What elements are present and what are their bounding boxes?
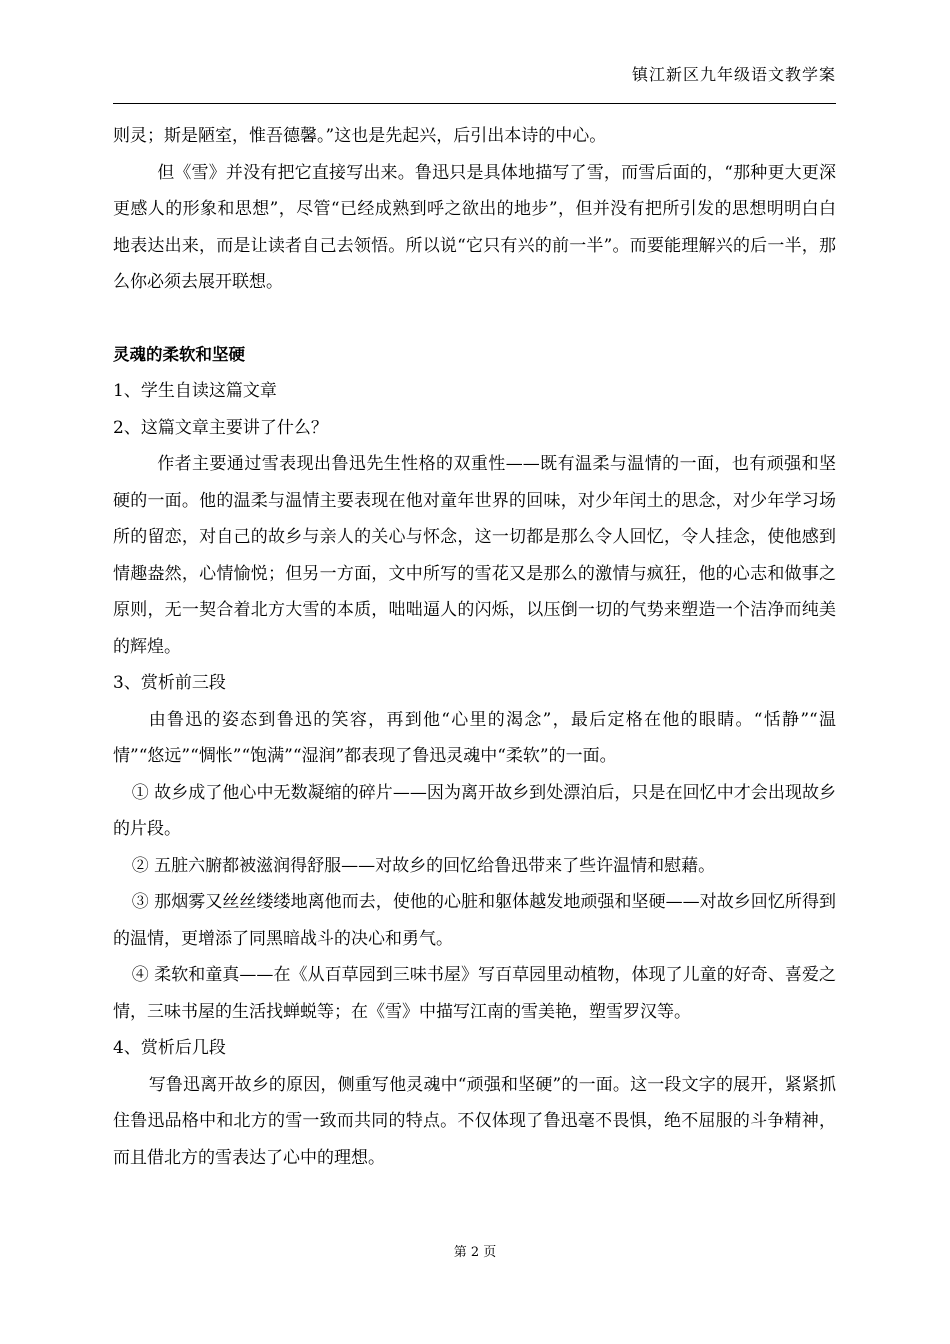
step-4-heading: 4、赏析后几段	[113, 1038, 226, 1058]
step-1-heading: 1、学生自读这篇文章	[113, 381, 277, 401]
analysis-point-3: ③ 那烟雾又丝丝缕缕地离他而去，使他的心脏和躯体越发地顽强和坚硬——对故乡回忆所得到的温情，更增添了同黑暗战斗的决心和勇气。	[113, 892, 836, 949]
analysis-point-1: ① 故乡成了他心中无数凝缩的碎片——因为离开故乡到处漂泊后，只是在回忆中才会出现故乡的片段。	[113, 782, 836, 839]
step-3-answer: 由鲁迅的姿态到鲁迅的笑容，再到他“心里的渴念”，最后定格在他的眼睛。“恬静”“温情”“悠远”“惆怅”“饱满”“湿润”都表现了鲁迅灵魂中“柔软”的一面。	[113, 709, 836, 766]
step-4-answer: 写鲁迅离开故乡的原因，侧重写他灵魂中“顽强和坚硬”的一面。这一段文字的展开，紧紧抓住鲁迅品格中和北方的雪一致而共同的特点。不仅体现了鲁迅毫不畏惧，绝不屈服的斗争精神，而且借北方的雪表达了心中的理想。	[113, 1074, 836, 1168]
step-3-heading: 3、赏析前三段	[113, 673, 226, 693]
section-spacer	[113, 301, 836, 337]
document-header-title: 镇江新区九年级语文教学案	[631, 65, 836, 84]
paragraph-continued: 则灵；斯是陋室，惟吾德馨。”这也是先起兴，后引出本诗的中心。	[113, 126, 607, 146]
section-heading: 灵魂的柔软和坚硬	[113, 344, 245, 364]
header-divider	[113, 103, 836, 104]
step-2-heading: 2、这篇文章主要讲了什么？	[113, 417, 328, 438]
document-body	[113, 118, 836, 1176]
step-2-answer: 作者主要通过雪表现出鲁迅先生性格的双重性——既有温柔与温情的一面，也有顽强和坚硬的一面。他的温柔与温情主要表现在他对童年世界的回味，对少年闰土的思念，对少年学习场所的留恋，对自己的故乡与亲人的关心与怀念，这一切都是那么令人回忆，令人挂念，使他感到情趣盎然，心情愉悦；但另一方面，文中所写的雪花又是那么的激情与疯狂，他的心志和做事之原则，无一契合着北方大雪的本质，咄咄逼人的闪烁，以压倒一切的气势来塑造一个洁净而纯美的辉煌。	[113, 454, 836, 657]
paragraph-snow: 但《雪》并没有把它直接写出来。鲁迅只是具体地描写了雪，而雪后面的，“那种更大更深更感人的形象和思想”，尽管“已经成熟到呼之欲出的地步”，但并没有把所引发的思想明明白白地表达出来，而是让读者自己去领悟。所以说“它只有兴的前一半”。而要能理解兴的后一半，那么你必须去展开联想。	[113, 162, 836, 292]
analysis-point-2: ② 五脏六腑都被滋润得舒服——对故乡的回忆给鲁迅带来了些许温情和慰藉。	[131, 855, 716, 876]
page-number: 第 2 页	[453, 1245, 497, 1260]
analysis-point-4: ④ 柔软和童真——在《从百草园到三味书屋》写百草园里动植物，体现了儿童的好奇、喜爱之情，三味书屋的生活找蝉蜕等；在《雪》中描写江南的雪美艳，塑雪罗汉等。	[113, 965, 836, 1022]
